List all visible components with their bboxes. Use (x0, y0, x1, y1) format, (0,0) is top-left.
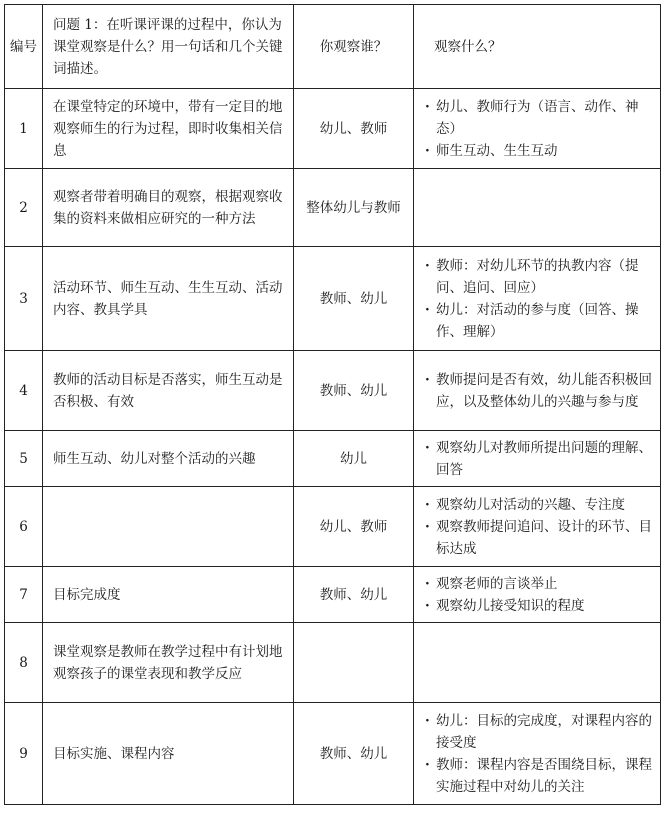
row-number: 9 (5, 703, 43, 805)
row-observe-who: 幼儿、教师 (294, 487, 414, 567)
row-observe-who: 教师、幼儿 (294, 703, 414, 805)
row-observe-what (414, 431, 661, 487)
row-observe-who: 教师、幼儿 (294, 567, 414, 623)
row-observe-who: 幼儿 (294, 431, 414, 487)
row-observe-what (414, 247, 661, 351)
row-description: 目标完成度 (43, 567, 294, 623)
observe-what-list (424, 96, 654, 162)
row-observe-who: 教师、幼儿 (294, 247, 414, 351)
list-item: · 教师：对幼儿环节的执教内容（提问、追问、回应） (424, 255, 654, 299)
table-row (5, 431, 661, 487)
header-row (5, 5, 661, 89)
row-number: 4 (5, 351, 43, 431)
row-description: 课堂观察是教师在教学过程中有计划地观察孩子的课堂表现和教学反应 (43, 623, 294, 703)
list-item: · 观察幼儿对教师所提出问题的理解、回答 (424, 437, 654, 481)
table-row (5, 703, 661, 805)
table-row (5, 351, 661, 431)
list-item: · 观察幼儿接受知识的程度 (424, 595, 654, 617)
row-observe-who: 教师、幼儿 (294, 351, 414, 431)
row-number: 7 (5, 567, 43, 623)
row-observe-what (414, 89, 661, 169)
observe-what-list (424, 369, 654, 413)
row-observe-who (294, 623, 414, 703)
header-who: 你观察谁？ (294, 5, 414, 89)
row-number: 1 (5, 89, 43, 169)
row-observe-who: 幼儿、教师 (294, 89, 414, 169)
table-row (5, 169, 661, 247)
row-number: 5 (5, 431, 43, 487)
observe-what-list (424, 494, 654, 560)
table-row (5, 487, 661, 567)
row-description: 活动环节、师生互动、生生互动、活动内容、教具学具 (43, 247, 294, 351)
observe-what-list (424, 573, 654, 617)
table-row (5, 623, 661, 703)
row-description: 教师的活动目标是否落实，师生互动是否积极、有效 (43, 351, 294, 431)
row-observe-what (414, 487, 661, 567)
list-item: · 幼儿：目标的完成度，对课程内容的接受度 (424, 710, 654, 754)
table-row (5, 567, 661, 623)
row-number: 3 (5, 247, 43, 351)
list-item: · 幼儿、教师行为（语言、动作、神态） (424, 96, 654, 140)
row-observe-who: 整体幼儿与教师 (294, 169, 414, 247)
row-observe-what (414, 703, 661, 805)
list-item: · 幼儿：对活动的参与度（回答、操作、理解） (424, 299, 654, 343)
header-question: 问题 1：在听课评课的过程中，你认为课堂观察是什么？用一句话和几个关键词描述。 (43, 5, 294, 89)
table-body (5, 5, 661, 805)
observation-table (4, 4, 661, 805)
row-description (43, 487, 294, 567)
row-observe-what (414, 351, 661, 431)
header-no: 编号 (5, 5, 43, 89)
observe-what-list (424, 437, 654, 481)
table-row (5, 89, 661, 169)
row-number: 8 (5, 623, 43, 703)
row-observe-what (414, 169, 661, 247)
observe-what-list (424, 710, 654, 798)
row-description: 在课堂特定的环境中，带有一定目的地观察师生的行为过程，即时收集相关信息 (43, 89, 294, 169)
row-number: 6 (5, 487, 43, 567)
list-item: · 观察幼儿对活动的兴趣、专注度 (424, 494, 654, 516)
observe-what-list (424, 255, 654, 343)
list-item: · 教师：课程内容是否围绕目标，课程实施过程中对幼儿的关注 (424, 754, 654, 798)
row-description: 观察者带着明确目的观察，根据观察收集的资料来做相应研究的一种方法 (43, 169, 294, 247)
list-item: · 教师提问是否有效，幼儿能否积极回应，以及整体幼儿的兴趣与参与度 (424, 369, 654, 413)
row-observe-what (414, 567, 661, 623)
header-what: 观察什么？ (414, 5, 661, 89)
table-row (5, 247, 661, 351)
list-item: · 观察老师的言谈举止 (424, 573, 654, 595)
row-observe-what (414, 623, 661, 703)
row-description: 师生互动、幼儿对整个活动的兴趣 (43, 431, 294, 487)
row-number: 2 (5, 169, 43, 247)
list-item: · 观察教师提问追问、设计的环节、目标达成 (424, 516, 654, 560)
list-item: · 师生互动、生生互动 (424, 140, 654, 162)
row-description: 目标实施、课程内容 (43, 703, 294, 805)
